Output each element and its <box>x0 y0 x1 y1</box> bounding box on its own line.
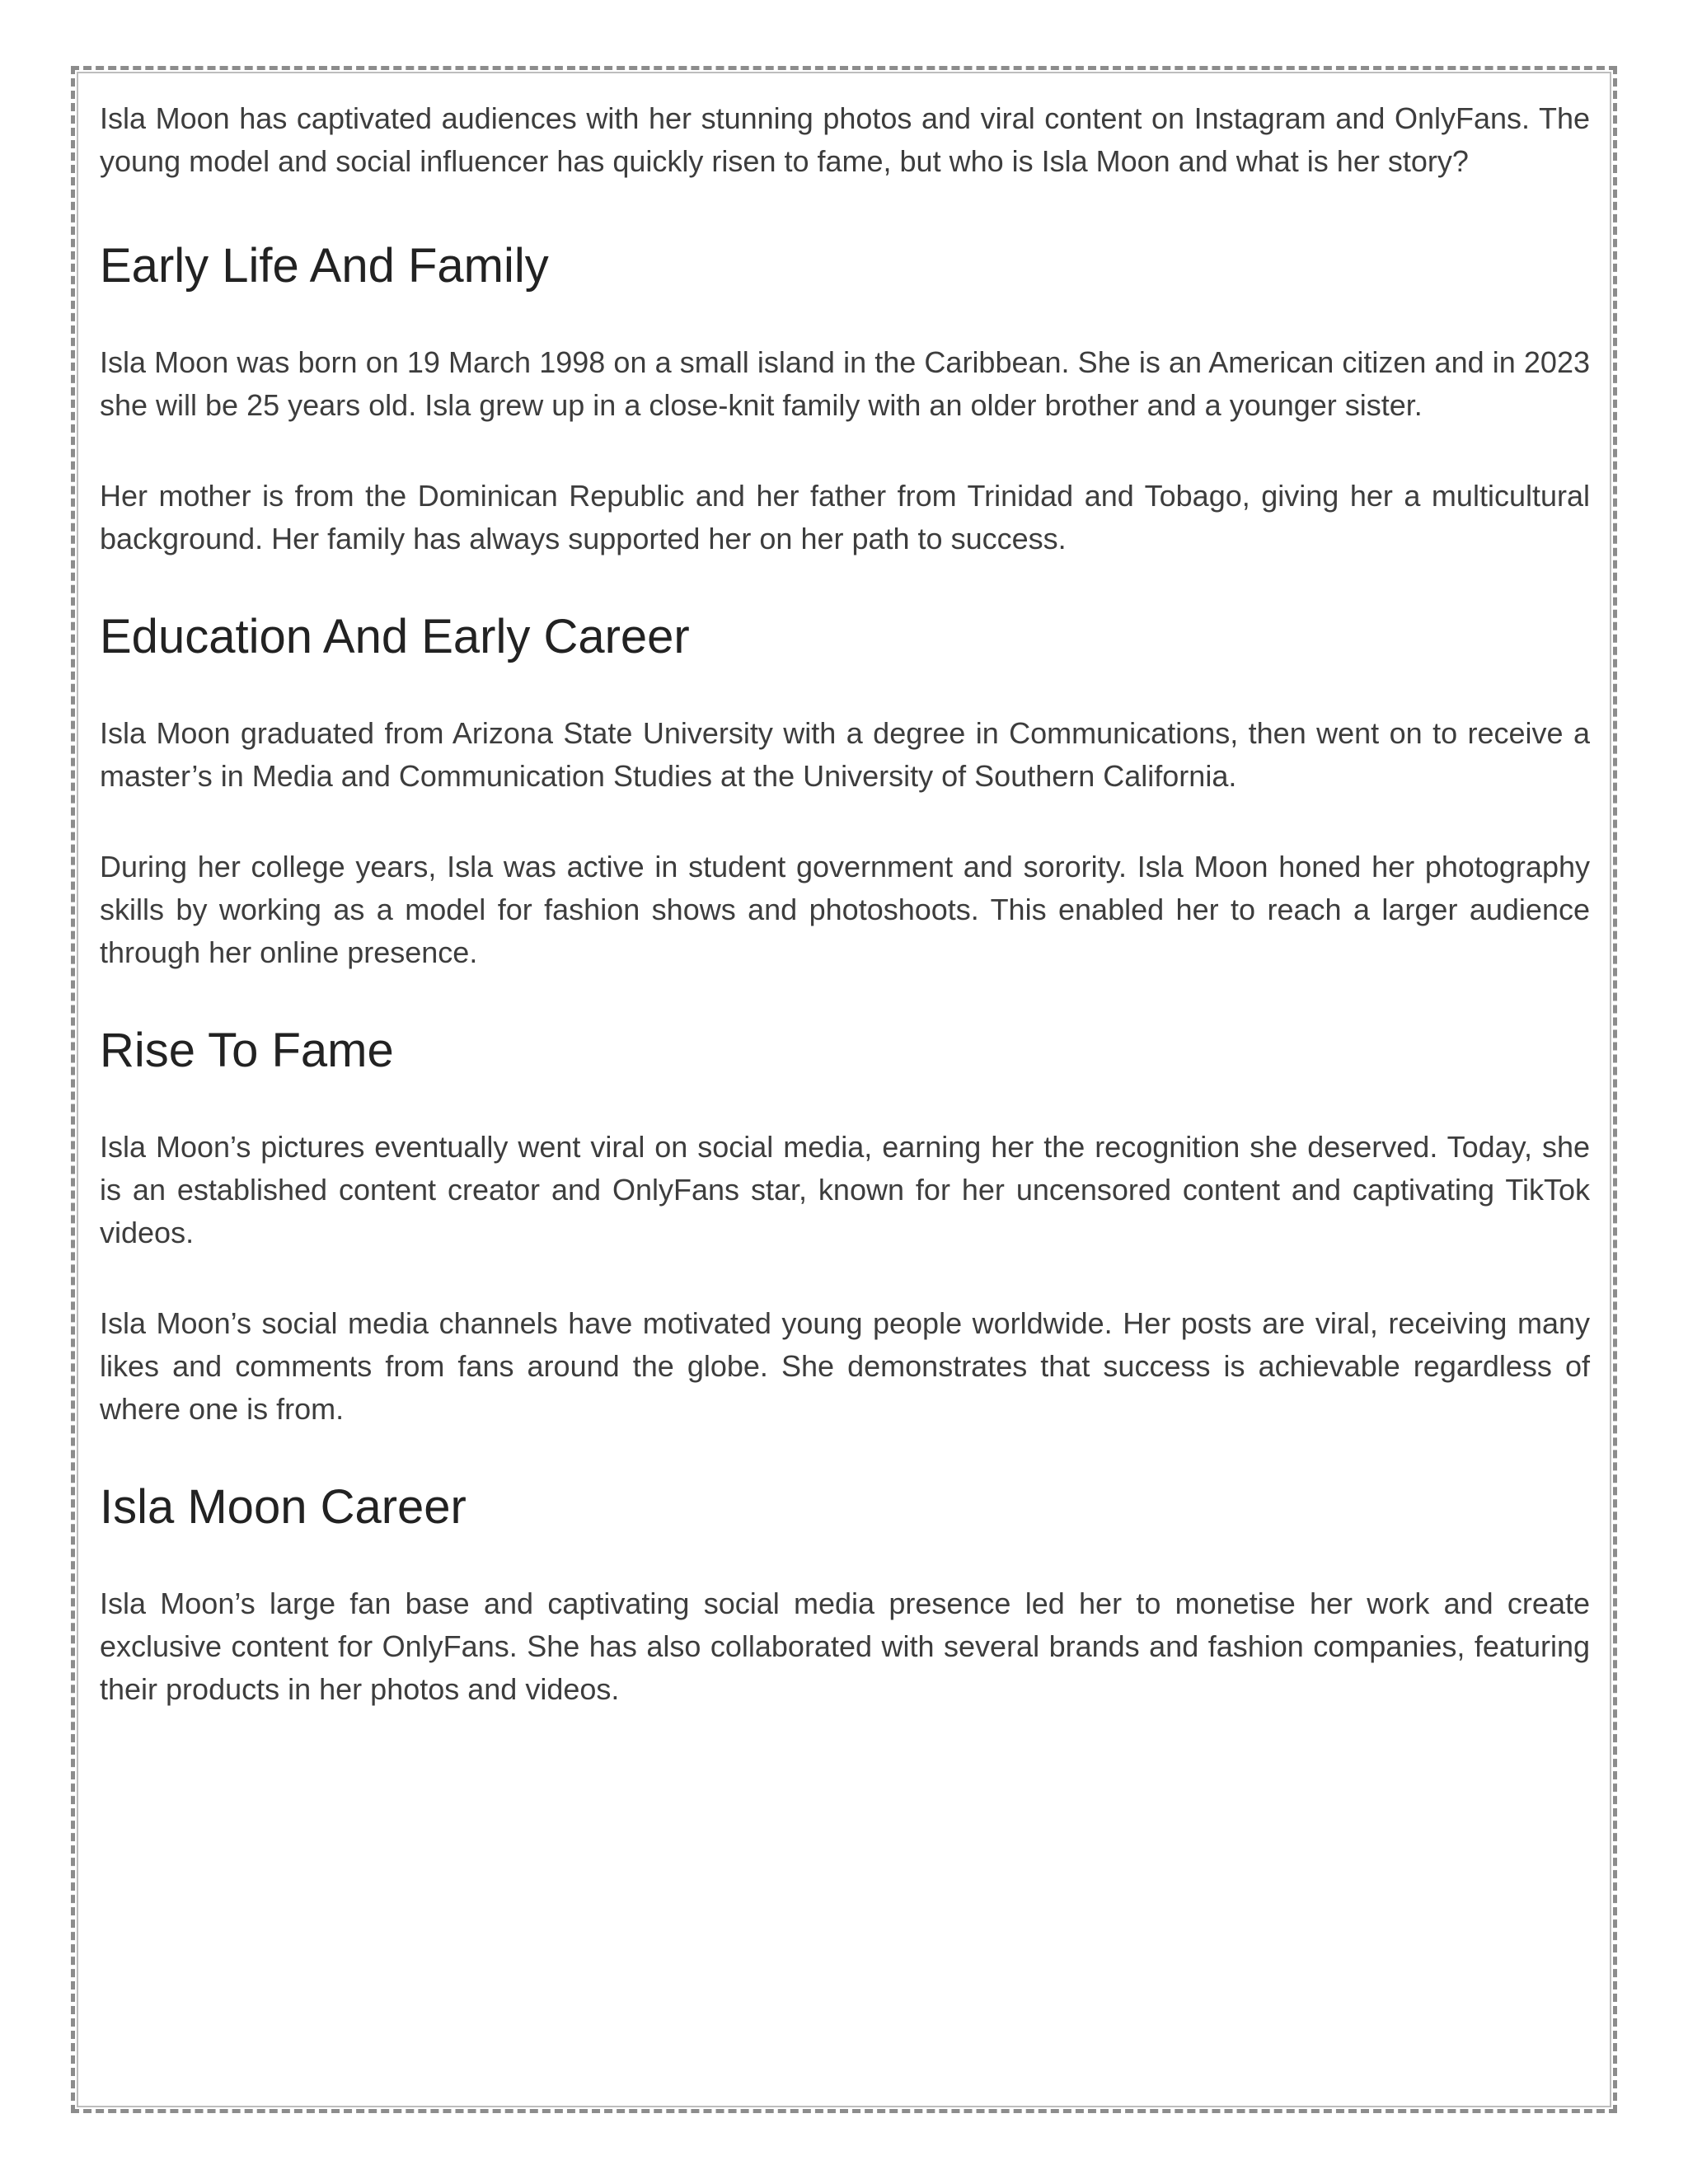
heading-rise-to-fame: Rise To Fame <box>100 1024 394 1077</box>
heading-career: Isla Moon Career <box>100 1480 467 1534</box>
article-body <box>100 97 1590 1759</box>
early-life-paragraph-2: Her mother is from the Dominican Republic and her father from Trinidad and Tobago, giving her a multicultural background. Her family has always supported her on her path to success. <box>100 479 1590 555</box>
education-paragraph-1: Isla Moon graduated from Arizona State University with a degree in Communications, then went on to receive a master’s in Media and Communication Studies at the University of Southern California. <box>100 716 1590 793</box>
heading-education: Education And Early Career <box>100 610 690 663</box>
rise-paragraph-2: Isla Moon’s social media channels have motivated young people worldwide. Her posts are viral, receiving many likes and comments from fans around the globe. She demonstrates that success is achievable regardless of where one is from. <box>100 1306 1590 1426</box>
intro-paragraph: Isla Moon has captivated audiences with her stunning photos and viral content on Instagram and OnlyFans. The young model and social influencer has quickly risen to fame, but who is Isla Moon and what is her story? <box>100 101 1590 178</box>
career-paragraph-1: Isla Moon’s large fan base and captivating social media presence led her to monetise her work and create exclusive content for OnlyFans. She has also collaborated with several brands and fashion companies, featuring their products in her photos and videos. <box>100 1586 1590 1706</box>
heading-early-life: Early Life And Family <box>100 239 549 293</box>
education-paragraph-2: During her college years, Isla was active in student government and sorority. Isla Moon honed her photography skills by working as a model for fashion shows and photoshoots. This enabled her to reach a larger audience through her online presence. <box>100 850 1590 969</box>
rise-paragraph-1: Isla Moon’s pictures eventually went viral on social media, earning her the recognition she deserved. Today, she is an established content creator and OnlyFans star, known for her uncensored content and captivating TikTok videos. <box>100 1130 1590 1249</box>
early-life-paragraph-1: Isla Moon was born on 19 March 1998 on a small island in the Caribbean. She is an American citizen and in 2023 she will be 25 years old. Isla grew up in a close-knit family with an older brother and a younger sister. <box>100 345 1590 422</box>
